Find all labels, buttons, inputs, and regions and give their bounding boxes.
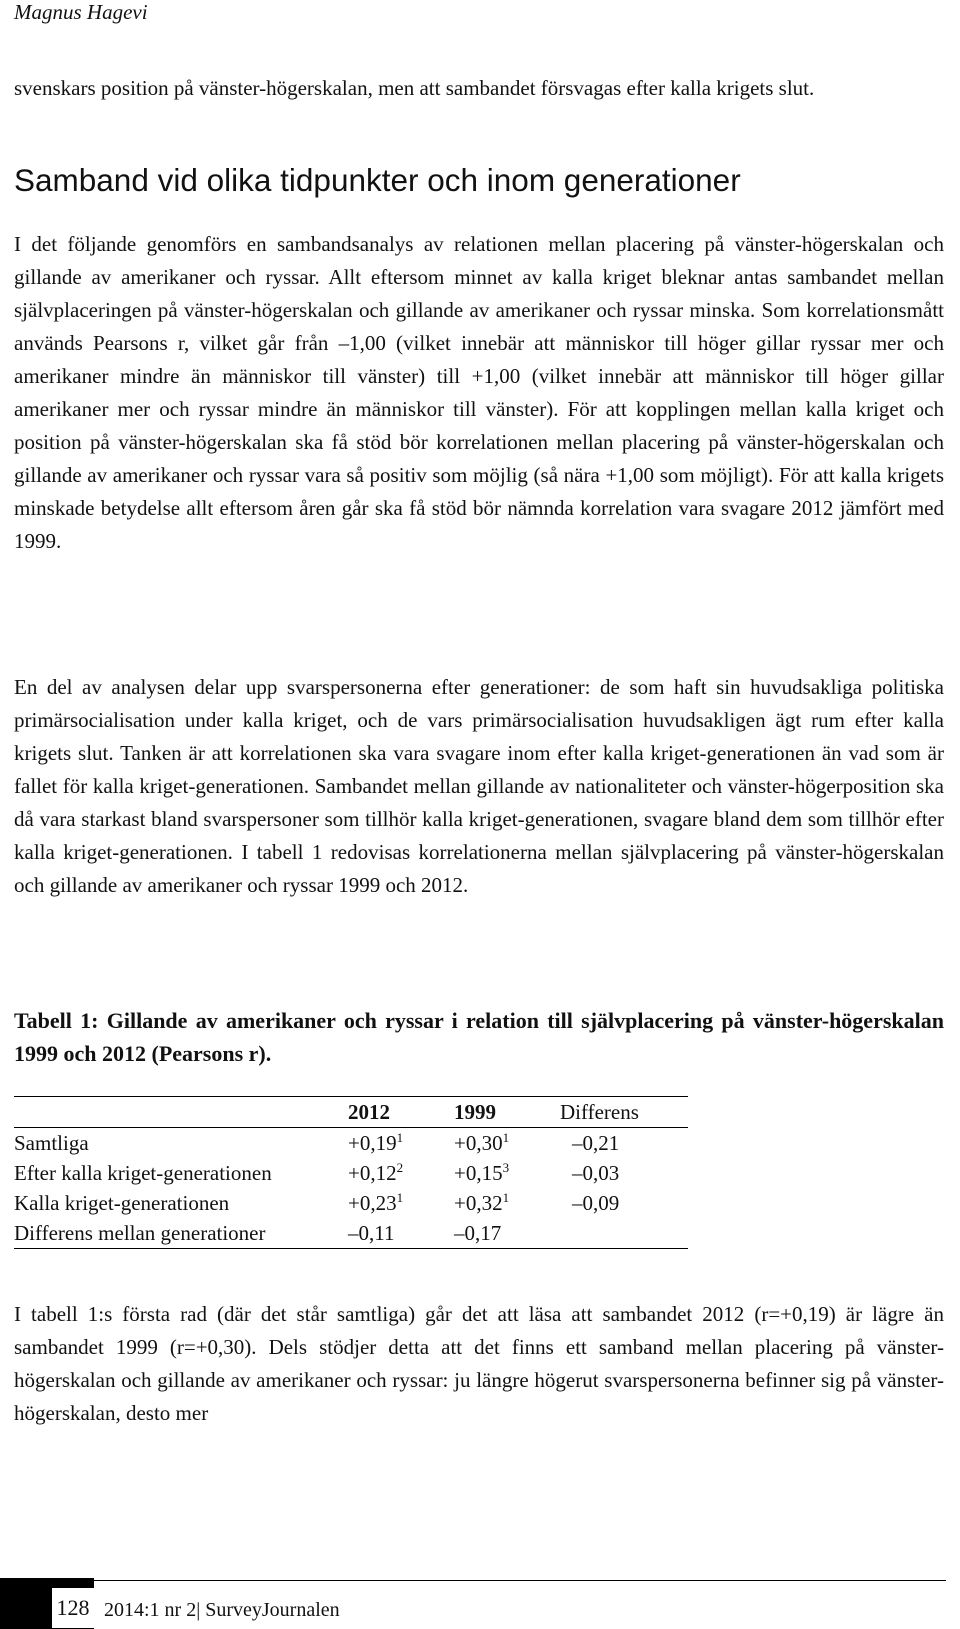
table-row — [14, 1158, 688, 1188]
row-label: Efter kalla kriget-generationen — [14, 1161, 272, 1185]
row-label: Samtliga — [14, 1131, 89, 1155]
paragraph-analysis: I tabell 1:s första rad (där det står samtliga) går det att läsa att sambandet 2012 (r=+0,19) är lägre än sambandet 1999 (r=+0,30). Dels stödjer detta att det finns ett samband mellan placering på vänster-högerskalan och gillande av amerikaner och ryssar: ju längre högerut svarspersonerna befinner sig på vänster-högerskalan, desto mer — [14, 1302, 944, 1425]
cell-1999: –0,17 — [454, 1221, 502, 1245]
footer-divider — [94, 1580, 946, 1581]
cell-2012: $+0,12^2$ — [348, 1160, 404, 1185]
page-footer — [0, 1578, 960, 1629]
cell-1999: $+0,32^1$ — [454, 1190, 510, 1215]
cell-1999: $+0,15^3$ — [454, 1160, 510, 1185]
table-header-1999: 1999 — [454, 1100, 496, 1124]
table-header-row — [14, 1097, 688, 1128]
cell-1999: $+0,30^1$ — [454, 1130, 510, 1155]
running-header-author: Magnus Hagevi — [14, 0, 148, 24]
page-number-box — [0, 1578, 94, 1629]
paragraph-intro: svenskars position på vänster-högerskalan, men att sambandet försvagas efter kalla krigets slut. — [14, 76, 815, 100]
page-number: 128 — [52, 1588, 94, 1628]
row-label: Kalla kriget-generationen — [14, 1191, 230, 1215]
table-row — [14, 1128, 688, 1159]
cell-differens: –0,21 — [572, 1131, 620, 1155]
paragraph-method: I det följande genomförs en sambandsanalys av relationen mellan placering på vänster-högerskalan och gillande av amerikaner och ryssar. Allt eftersom minnet av kalla kriget bleknar antas sambandet mellan självplaceringen på vänster-högerskalan och gillande av amerikaner och ryssar minska. Som korrelationsmått används Pearsons r, vilket går från –1,00 (vilket innebär att människor till höger gillar ryssar mer och amerikaner mindre än människor till vänster) till +1,00 (vilket innebär att människor till höger gillar amerikaner mer och ryssar mindre än människor till vänster). För att kopplingen mellan kalla kriget och position på vänster-högerskalan ska få stöd bör korrelationen mellan placering på vänster-högerskalan och gillande av amerikaner och ryssar vara så positiv som möjlig (så nära +1,00 som möjligt). För att kalla krigets minskade betydelse allt eftersom åren går ska få stöd bör nämnda korrelation vara svagare 2012 jämfört med 1999. — [14, 232, 944, 553]
row-label: Differens mellan generationer — [14, 1221, 266, 1245]
paragraph-generations: En del av analysen delar upp svarspersonerna efter generationer: de som haft sin huvudsakliga politiska primärsocialisation under kalla kriget, och de vars primärsocialisation huvudsakligen ägt rum efter kalla krigets slut. Tanken är att korrelationen ska vara svagare inom efter kalla kriget-generationen än vad som är fallet för kalla kriget-generationen. Sambandet mellan gillande av nationaliteter och vänster-högerposition ska då vara starkast bland svarspersoner som tillhör kalla kriget-generationen, svagare bland dem som tillhör efter kalla kriget-generationen. I tabell 1 redovisas korrelationerna mellan självplacering på vänster-högerskalan och gillande av amerikaner och ryssar 1999 och 2012. — [14, 675, 944, 897]
table-header-differens: Differens — [560, 1100, 639, 1124]
cell-differens: –0,03 — [572, 1161, 620, 1185]
cell-2012: $+0,23^1$ — [348, 1190, 404, 1215]
cell-differens: –0,09 — [572, 1191, 620, 1215]
table-row — [14, 1218, 688, 1249]
table-caption: Tabell 1: Gillande av amerikaner och ryssar i relation till självplacering på vänster-högerskalan 1999 och 2012 (Pearsons r). — [14, 1008, 944, 1066]
cell-2012: $+0,19^1$ — [348, 1130, 404, 1155]
table-header-empty — [14, 1097, 336, 1128]
section-heading: Samband vid olika tidpunkter och inom generationer — [14, 162, 741, 198]
cell-differens — [560, 1218, 688, 1249]
correlation-table — [14, 1096, 688, 1249]
table-header-2012: 2012 — [348, 1100, 390, 1124]
journal-name: 2014:1 nr 2| SurveyJournalen — [104, 1599, 340, 1621]
table-row — [14, 1188, 688, 1218]
cell-2012: –0,11 — [348, 1221, 395, 1245]
